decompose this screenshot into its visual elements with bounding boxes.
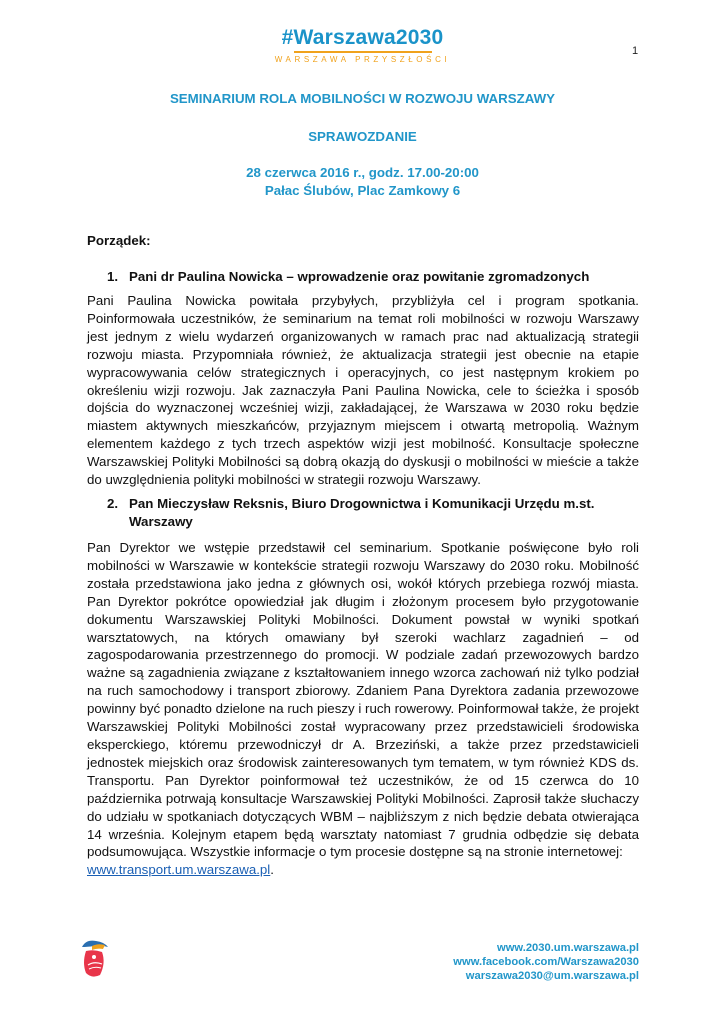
report-title: SPRAWOZDANIE xyxy=(308,129,417,144)
agenda-item-2-heading xyxy=(107,495,637,531)
footer-facebook[interactable]: www.facebook.com/Warszawa2030 xyxy=(453,956,639,969)
link-suffix: . xyxy=(270,862,274,878)
logo-title: #Warszawa2030 xyxy=(281,26,444,49)
agenda-label: Porządek: xyxy=(87,233,151,248)
agenda-item-2-body xyxy=(87,539,639,879)
page-number: 1 xyxy=(632,45,639,57)
agenda-item-1-heading xyxy=(107,268,589,286)
seminar-title: SEMINARIUM ROLA MOBILNOŚCI W ROZWOJU WARSZAWY xyxy=(169,91,556,106)
event-place: Pałac Ślubów, Plac Zamkowy 6 xyxy=(264,183,461,198)
agenda-item-title-line1: Pan Mieczysław Reksnis, Biuro Drogownictwa i Komunikacji Urzędu m.st. xyxy=(129,496,595,511)
agenda-item-title: Pani dr Paulina Nowicka – wprowadzenie oraz powitanie zgromadzonych xyxy=(129,269,590,284)
date-place-block xyxy=(0,164,725,200)
event-date: 28 czerwca 2016 r., godz. 17.00-20:00 xyxy=(246,165,479,180)
agenda-item-number: 2. xyxy=(107,496,119,511)
transport-website-link[interactable]: www.transport.um.warszawa.pl xyxy=(87,862,271,878)
warszawa2030-logo xyxy=(0,26,725,65)
footer-email[interactable]: warszawa2030@um.warszawa.pl xyxy=(465,970,639,983)
footer-contacts xyxy=(453,941,639,984)
logo-subtitle: WARSZAWA PRZYSZŁOŚCI xyxy=(274,55,451,64)
agenda-item-number: 1. xyxy=(107,269,119,284)
logo-divider xyxy=(294,51,432,53)
agenda-item-2-text: Pan Dyrektor we wstępie przedstawił cel seminarium. Spotkanie poświęcone było roli mobilności w Warszawie w kontekście strategii rozwoju Warszawy do 2030 roku. Mobilność została przedstawiona jako jedna z głównych osi, wokół których przebiega rozwój miasta. Pan Dyrektor pokrótce opowiedział jak długim i złożonym procesem było przygotowanie dokumentu Warszawskiej Polityki Mobilności. Dokument powstał w wyniki spotkań warsztatowych, na których omawiany był szeroki wachlarz zagadnień – od zagospodarowania przestrzennego do promocji. W podziale zadań przewozowych bardzo ważne są zagadnienia związane z kształtowaniem innego wzorca zachowań niż tylko podział na ruch samochodowy i transport zbiorowy. Zdaniem Pana Dyrektora zadania przewozowe powinny być ponadto dzielone na ruch pieszy i ruch rowerowy. Poinformował także, że projekt Warszawskiej Polityki Mobilności został wypracowany przez przedstawicieli środowiska eksperckiego, któremu przewodniczył dr A. Brzeziński, a także przez przedstawicieli jednostek miejskich oraz środowisk zainteresowanych tym tematem, w tym również KDS ds. Transportu. Pan Dyrektor poinformował też uczestników, że od 15 czerwca do 10 października potrwają konsultacje Warszawskiej Polityki Mobilności. Zaprosił także słuchaczy do udziału w spotkaniach dotyczących WBM – najbliższym z nich będzie debata otwierająca 14 września. Kolejnym etapem będą warsztaty natomiast 7 grudnia odbędzie się debata podsumowująca. Wszystkie informacje o tym procesie dostępne są na stronie internetowej: xyxy=(87,540,639,860)
agenda-item-1-body: Pani Paulina Nowicka powitała przybyłych, przybliżyła cel i program spotkania. Poinformowała uczestników, że seminarium na temat roli mobilności w rozwoju Warszawy jest jednym z wielu wydarzeń organizowanych w ramach prac nad aktualizacją strategii rozwoju miasta. Przypomniała również, że aktualizacja strategii jest obecnie na etapie wypracowywania celów strategicznych i operacyjnych, co jest następnym krokiem po określeniu wizji rozwoju. Jak zaznaczyła Pani Paulina Nowicka, cele to ścieżka i sposób dojścia do wyznaczonej wcześniej wizji, zakładającej, że Warszawa w 2030 roku będzie miastem aktywnych mieszkańców, przyjaznym miejscem i otwartą metropolią. Ważnym elementem każdego z tych trzech aspektów wizji jest mobilność. Konsultacje społeczne Warszawskiej Polityki Mobilności są dobrą okazją do dyskusji o mobilności w mieście a także do uwzględnienia polityki mobilności w strategii rozwoju Warszawy. xyxy=(87,293,639,488)
agenda-item-title-line2: Warszawy xyxy=(129,514,193,529)
footer-website[interactable]: www.2030.um.warszawa.pl xyxy=(497,942,639,954)
consultation-mascot-icon xyxy=(72,935,120,983)
